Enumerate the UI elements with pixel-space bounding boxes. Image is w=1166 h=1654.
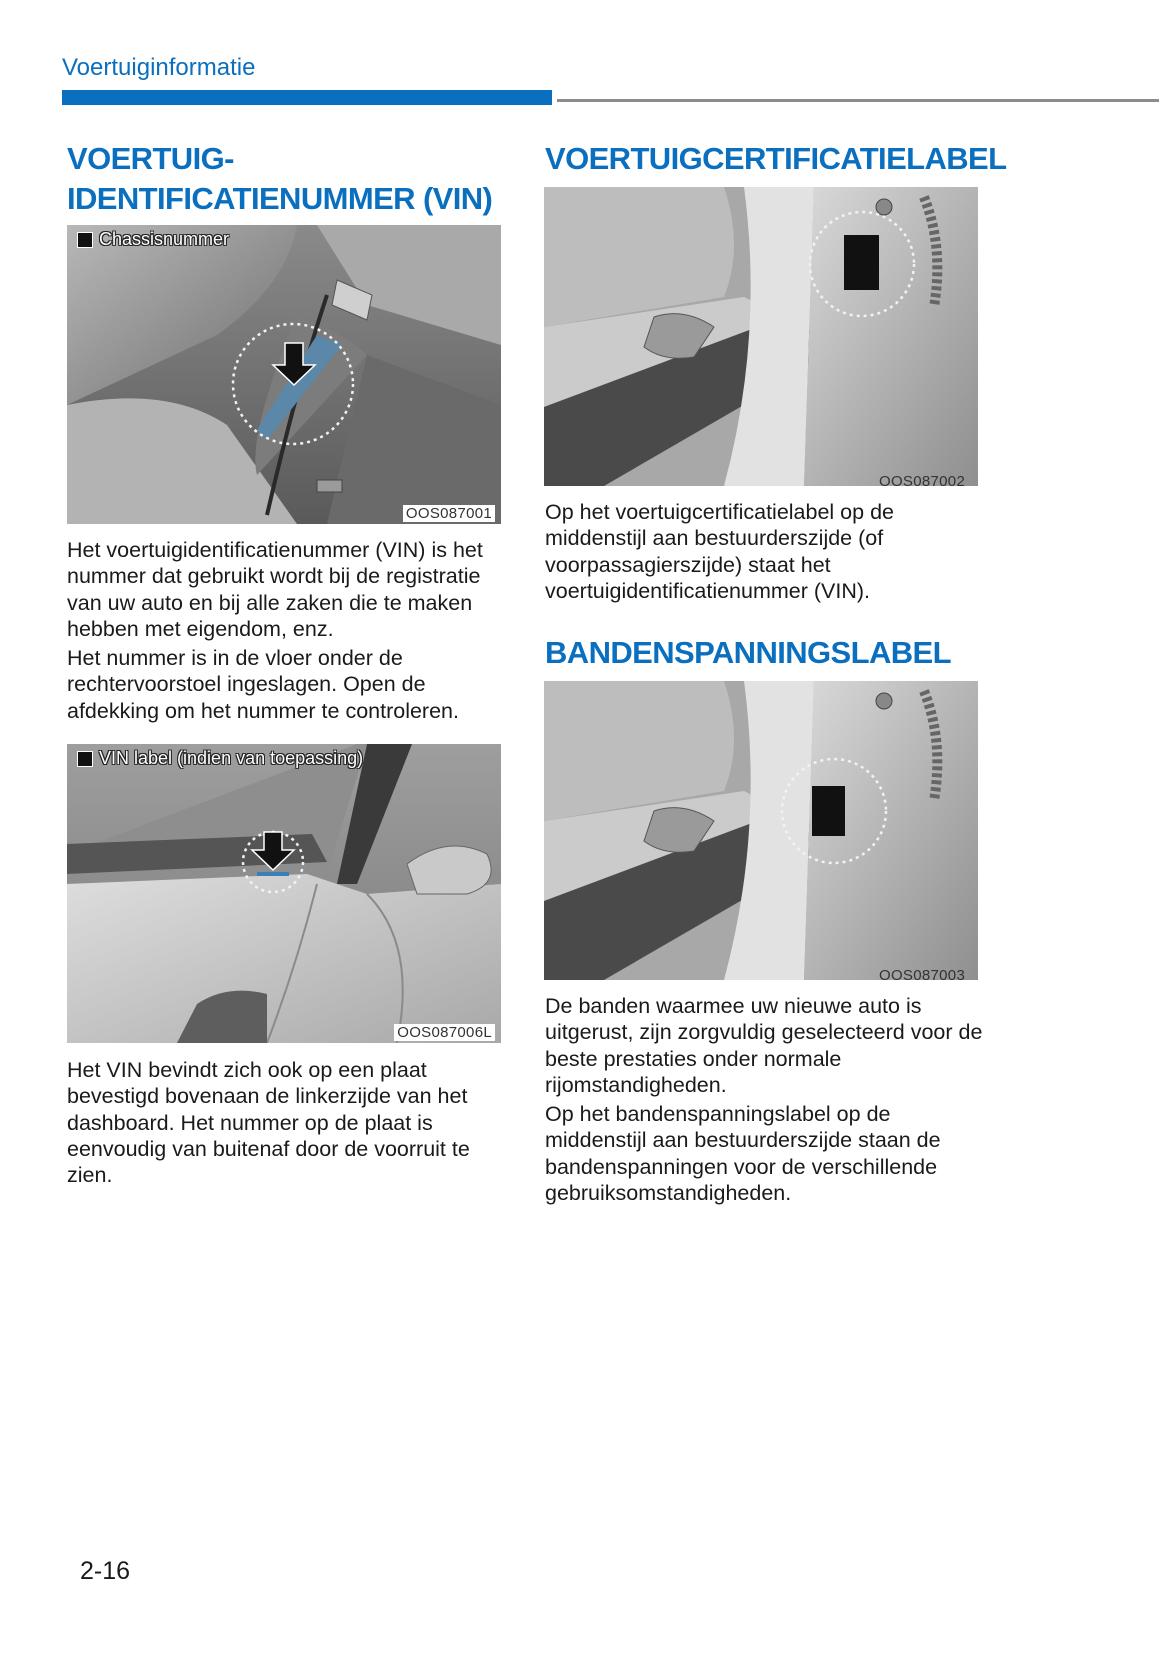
certification-paragraph: Op het voertuigcertificatielabel op de middenstijl aan bestuurderszijde (of voorpassagierszijde) staat het voertuigidentificatienummer (VIN). <box>545 500 894 603</box>
certification-label-heading: VOERTUIGCERTIFICATIELABEL <box>545 141 1007 176</box>
vin-paragraph-1: Het voertuigidentificatienummer (VIN) is het nummer dat gebruikt wordt bij de registratie van uw auto en bij alle zaken die te maken hebben met eigendom, enz. <box>67 538 483 641</box>
vin-heading <box>67 139 507 219</box>
vin-label-figure-caption: VIN label (indien van toepassing) <box>77 748 363 769</box>
b-pillar-tire-label-illustration <box>544 681 978 980</box>
section-title: Voertuiginformatie <box>62 54 256 81</box>
chassis-floor-illustration <box>67 225 501 524</box>
vin-heading-line2: IDENTIFICATIENUMMER (VIN) <box>67 181 493 216</box>
vin-paragraph-3: Het VIN bevindt zich ook op een plaat bevestigd bovenaan de linkerzijde van het dashboard. Het nummer op de plaat is eenvoudig van buitenaf door de voorruit te zien. <box>67 1058 470 1188</box>
chassis-figure-code: OOS087001 <box>403 505 495 522</box>
tire-pressure-paragraph-2: Op het bandenspanningslabel op de middenstijl aan bestuurderszijde staan de bandenspanningen voor de verschillende gebruiksomstandigheden. <box>545 1102 941 1205</box>
caption-square-icon <box>77 232 93 248</box>
vin-heading-line1: VOERTUIG- <box>67 141 234 176</box>
chassis-number-figure <box>67 225 501 524</box>
tire-pressure-paragraph-1: De banden waarmee uw nieuwe auto is uitgerust, zijn zorgvuldig geselecteerd voor de beste prestaties onder normale rijomstandigheden. <box>545 994 983 1097</box>
certification-label-figure <box>544 187 978 486</box>
tire-pressure-label-heading: BANDENSPANNINGSLABEL <box>545 635 951 670</box>
vin-label-figure-code: OOS087006L <box>394 1024 495 1041</box>
vin-label-figure <box>67 744 501 1043</box>
b-pillar-illustration <box>544 187 978 486</box>
vin-paragraph-2: Het nummer is in de vloer onder de rechtervoorstoel ingeslagen. Open de afdekking om het nummer te controleren. <box>67 646 459 723</box>
certification-figure-code: OOS087002 <box>879 473 966 490</box>
page-number: 2-16 <box>80 1557 131 1585</box>
tire-pressure-label-figure <box>544 681 978 980</box>
header-rule-blue <box>62 90 552 105</box>
header-rule-grey <box>557 99 1159 102</box>
chassis-figure-caption: Chassisnummer <box>77 229 229 250</box>
tire-pressure-figure-code: OOS087003 <box>879 967 966 984</box>
windshield-illustration <box>67 744 501 1043</box>
caption-square-icon <box>77 751 93 767</box>
